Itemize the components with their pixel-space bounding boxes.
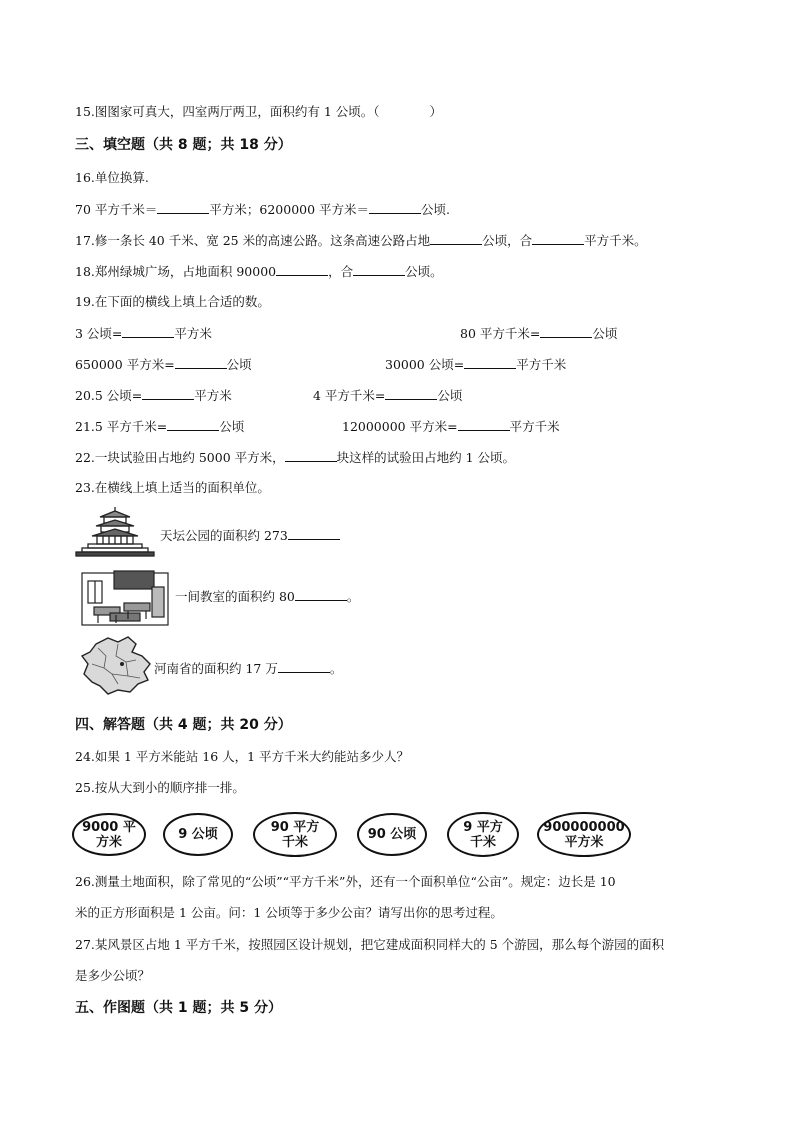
q19-row2-right <box>385 356 566 373</box>
section-5-heading: 五、作图题（共 1 题；共 5 分） <box>75 1000 282 1016</box>
area-oval <box>357 813 427 856</box>
q18-text-a: 18.郑州绿城广场，占地面积 90000 <box>75 264 277 279</box>
answer-blank[interactable] <box>288 527 340 540</box>
q19-text: 平方米 <box>174 326 212 341</box>
answer-blank[interactable] <box>369 201 421 214</box>
answer-blank[interactable] <box>540 325 592 338</box>
q23-item-2 <box>175 588 359 605</box>
q17-text-a: 17.修一条长 40 千米、宽 25 米的高速公路。这条高速公路占地 <box>75 233 431 248</box>
question-18 <box>75 263 443 280</box>
area-oval <box>72 813 146 856</box>
q21-text: 12000000 平方米= <box>342 419 458 434</box>
classroom-icon <box>80 567 170 627</box>
answer-blank[interactable] <box>142 387 194 400</box>
q17-text-c: 平方千米。 <box>584 233 647 248</box>
question-26-line-1: 26.测量土地面积，除了常见的“公顷”“平方千米”外，还有一个面积单位“公亩”。规定：边长是 10 <box>75 874 616 889</box>
section-3-heading: 三、填空题（共 8 题；共 18 分） <box>75 137 292 153</box>
q23-text: 河南省的面积约 17 万 <box>154 661 278 676</box>
question-25: 25.按从大到小的顺序排一排。 <box>75 780 245 795</box>
q16-text-b: 平方米；6200000 平方米＝ <box>209 202 370 217</box>
q19-row2-left <box>75 356 252 373</box>
section-4-heading: 四、解答题（共 4 题；共 20 分） <box>75 717 292 733</box>
q19-text: 平方千米 <box>516 357 567 372</box>
question-15: 15.图图家可真大，四室两厅两卫，面积约有 1 公顷。（ ） <box>75 104 443 119</box>
oval-text: 9 公顷 <box>178 827 218 842</box>
q16-text-c: 公顷. <box>421 202 451 217</box>
area-oval <box>163 813 233 856</box>
question-27-line-1: 27.某风景区占地 1 平方千米，按照园区设计规划，把它建成面积同样大的 5 个游园，那么每个游园的面积 <box>75 937 665 952</box>
oval-text: 90 平方 千米 <box>270 819 320 850</box>
question-21-left <box>75 418 244 435</box>
area-oval <box>537 812 631 857</box>
q19-text: 公顷 <box>592 326 618 341</box>
question-22 <box>75 449 515 466</box>
q21-text: 公顷 <box>219 419 245 434</box>
q23-text: 一间教室的面积约 80 <box>175 589 295 604</box>
q20-text: 4 平方千米= <box>313 388 386 403</box>
q23-item-1 <box>160 527 340 544</box>
question-21-right <box>342 418 560 435</box>
q21-text: 21.5 平方千米= <box>75 419 168 434</box>
answer-blank[interactable] <box>353 263 405 276</box>
question-26-line-2: 米的正方形面积是 1 公亩。问：1 公顷等于多少公亩？请写出你的思考过程。 <box>75 905 503 920</box>
answer-blank[interactable] <box>167 418 219 431</box>
q20-text: 公顷 <box>437 388 463 403</box>
q19-text: 30000 公顷= <box>385 357 465 372</box>
q19-text: 650000 平方米= <box>75 357 175 372</box>
answer-blank[interactable] <box>285 449 337 462</box>
q19-text: 3 公顷= <box>75 326 123 341</box>
question-16-title: 16.单位换算. <box>75 170 149 185</box>
answer-blank[interactable] <box>175 356 227 369</box>
q20-text: 20.5 公顷= <box>75 388 143 403</box>
area-oval <box>253 812 337 857</box>
q17-text-b: 公顷，合 <box>482 233 533 248</box>
q18-text-b: ，合 <box>328 264 354 279</box>
oval-text: 9 平方 千米 <box>463 819 503 850</box>
answer-blank[interactable] <box>385 387 437 400</box>
answer-blank[interactable] <box>295 588 347 601</box>
oval-text: 9000 平 方米 <box>82 819 136 850</box>
question-24: 24.如果 1 平方米能站 16 人，1 平方千米大约能站多少人？ <box>75 749 410 764</box>
question-27-line-2: 是多少公顷？ <box>75 968 151 983</box>
answer-blank[interactable] <box>458 418 510 431</box>
oval-text: 900000000 平方米 <box>543 819 625 850</box>
q23-text: 。 <box>346 589 360 604</box>
q22-text: 块这样的试验田占地约 1 公顷。 <box>336 450 516 465</box>
q19-text: 80 平方千米= <box>460 326 541 341</box>
q19-row1-right <box>460 325 617 342</box>
temple-of-heaven-icon <box>74 505 156 560</box>
q23-item-3 <box>154 660 342 677</box>
q20-text: 平方米 <box>194 388 232 403</box>
answer-blank[interactable] <box>276 263 328 276</box>
q23-text: 天坛公园的面积约 273 <box>160 528 288 543</box>
answer-blank[interactable] <box>278 660 330 673</box>
q19-text: 公顷 <box>226 357 252 372</box>
answer-blank[interactable] <box>430 232 482 245</box>
q18-text-c: 公顷。 <box>405 264 443 279</box>
q21-text: 平方千米 <box>509 419 560 434</box>
answer-blank[interactable] <box>122 325 174 338</box>
q23-text: 。 <box>329 661 343 676</box>
question-23-title: 23.在横线上填上适当的面积单位。 <box>75 480 270 495</box>
oval-text: 90 公顷 <box>367 827 417 842</box>
question-17 <box>75 232 647 249</box>
q16-text-a: 70 平方千米＝ <box>75 202 158 217</box>
question-20-left <box>75 387 232 404</box>
henan-map-icon <box>78 634 158 696</box>
q19-row1-left <box>75 325 212 342</box>
question-19-title: 19.在下面的横线上填上合适的数。 <box>75 294 270 309</box>
q22-text: 22.一块试验田占地约 5000 平方米， <box>75 450 285 465</box>
answer-blank[interactable] <box>464 356 516 369</box>
answer-blank[interactable] <box>532 232 584 245</box>
answer-blank[interactable] <box>157 201 209 214</box>
question-16-body <box>75 201 450 218</box>
area-oval <box>447 812 519 857</box>
question-20-right <box>313 387 462 404</box>
